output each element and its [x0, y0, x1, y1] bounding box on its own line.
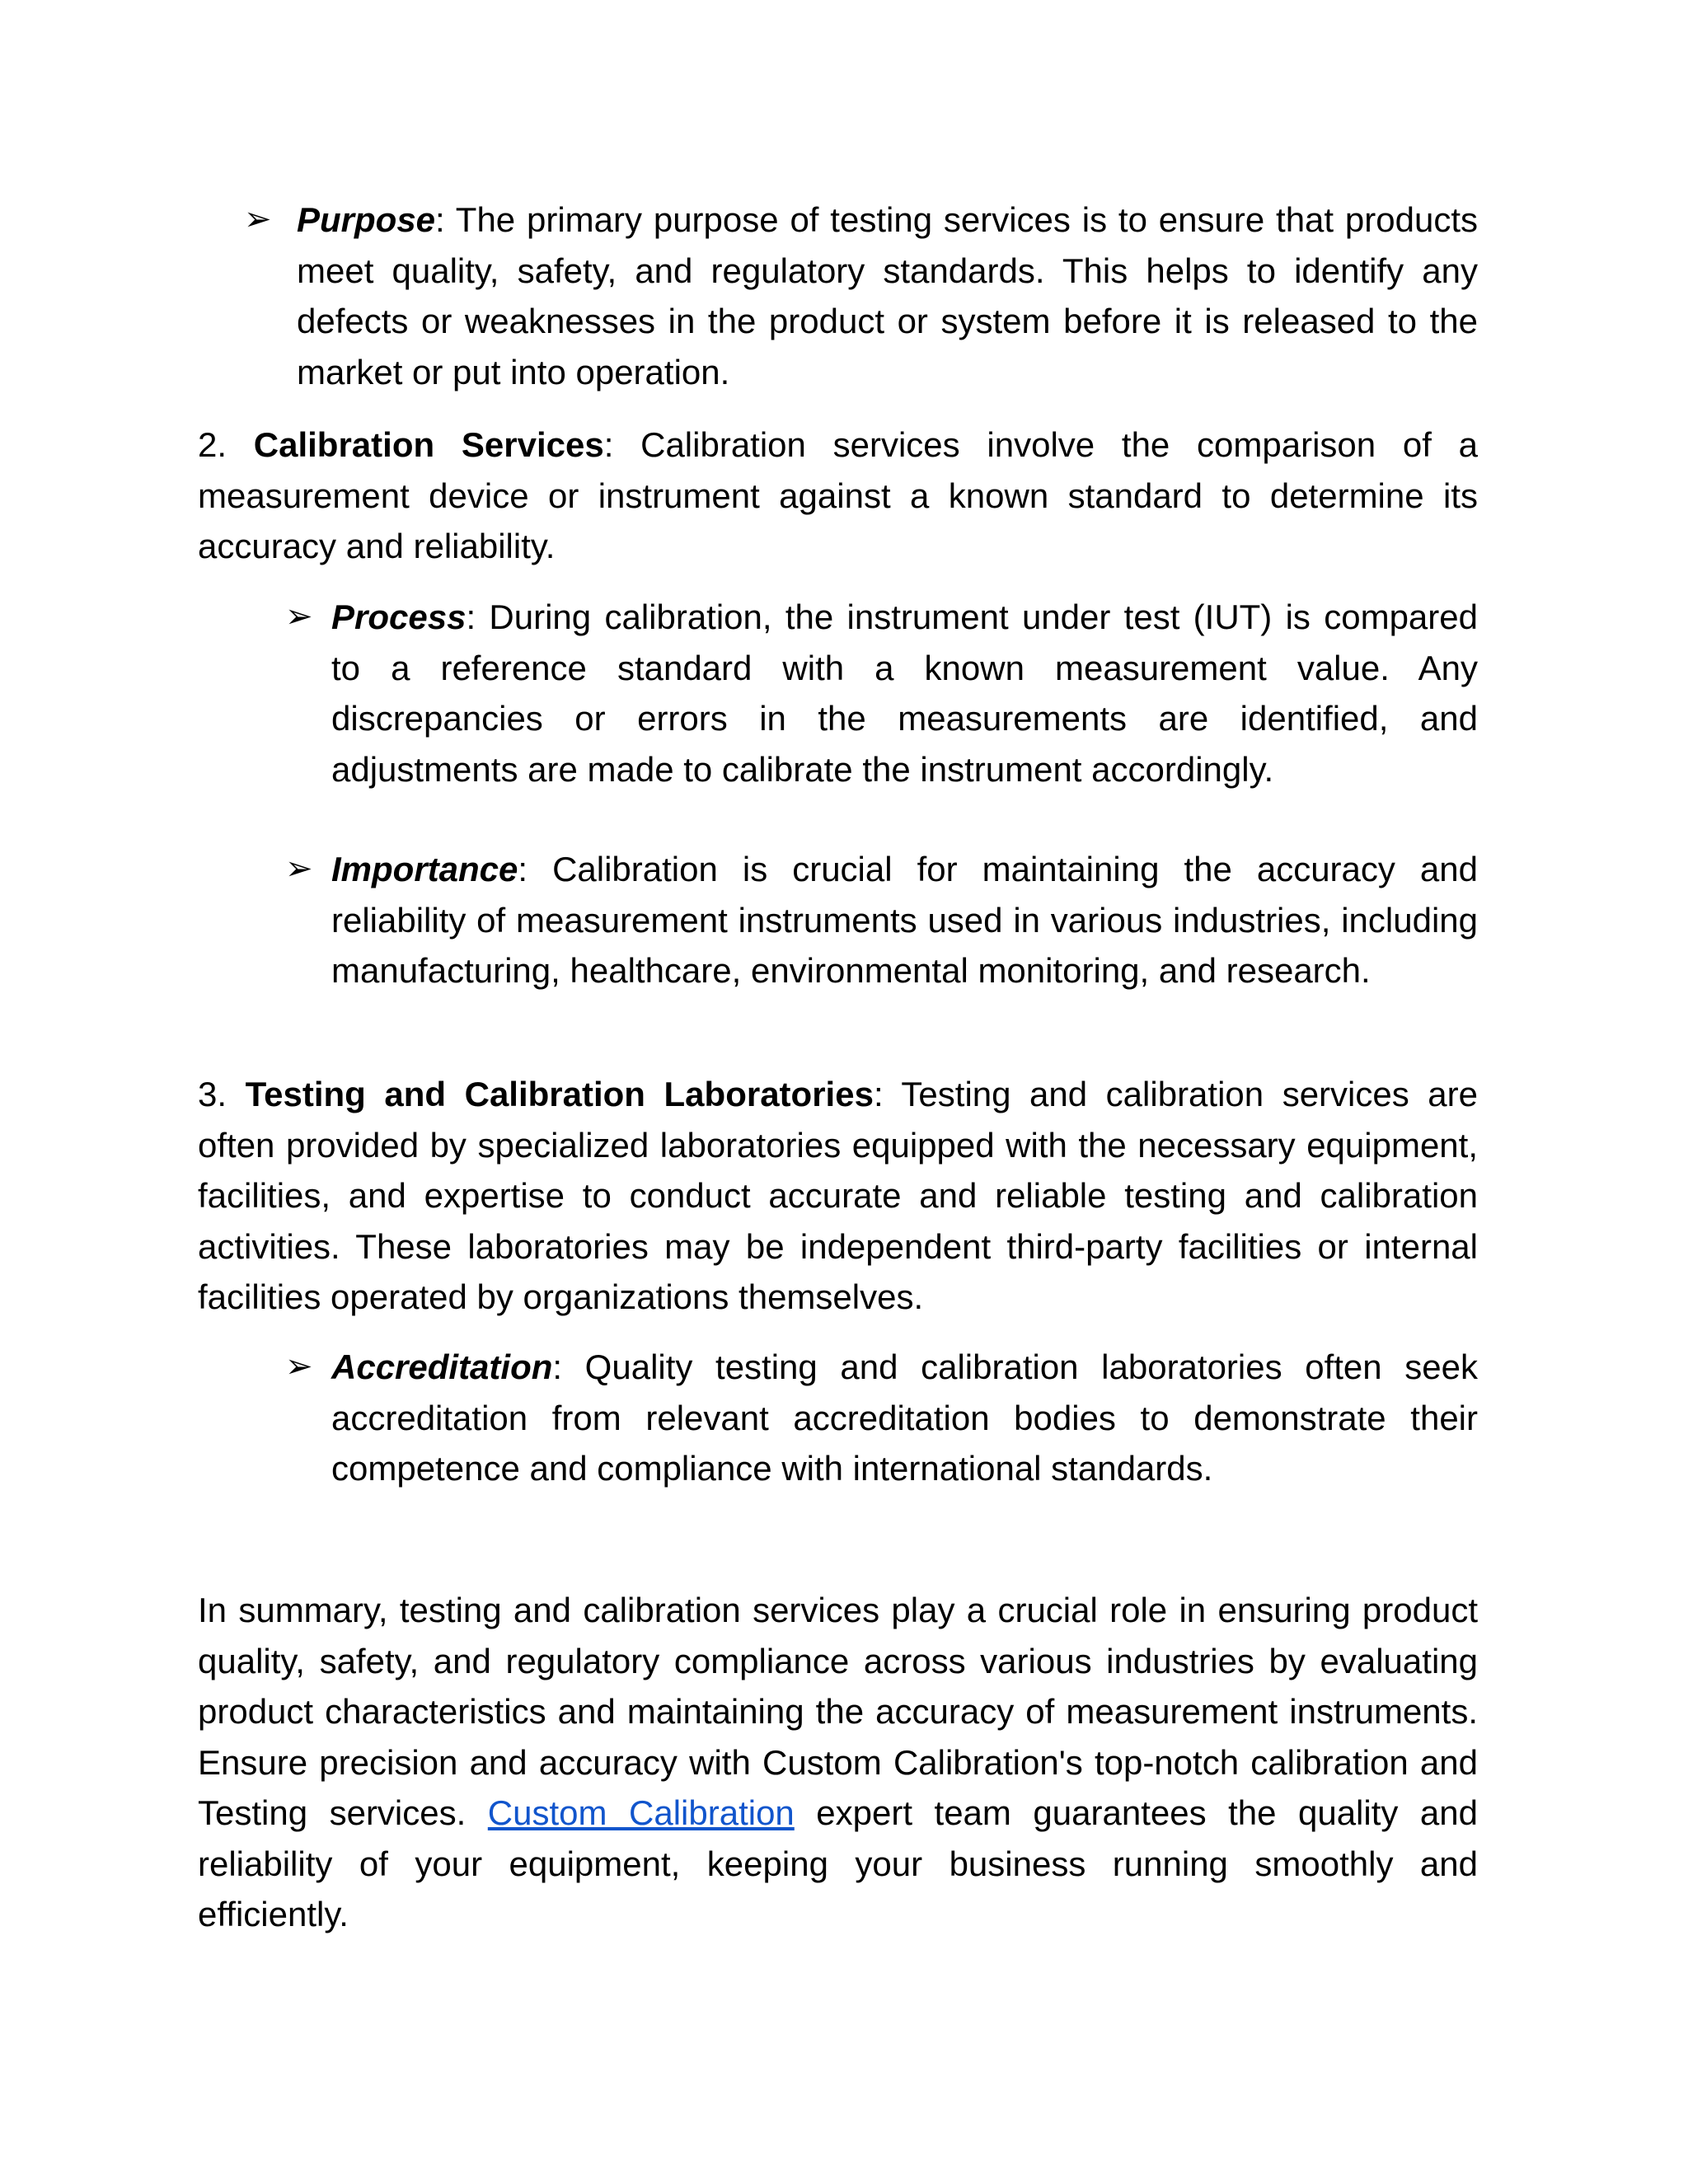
section-body: : Calibration services involve the comparison of a measurement device or instrument against a known standard to determine its accuracy and reliability. [198, 425, 1478, 565]
section-calibration-services [198, 419, 1478, 572]
bullet-importance [285, 844, 1478, 996]
bullet-accreditation [285, 1342, 1478, 1494]
section-heading: Testing and Calibration Laboratories [245, 1075, 874, 1113]
bullet-body: : The primary purpose of testing services is to ensure that products meet quality, safety, and regulatory standards. This helps to identify any defects or weaknesses in the product or system before it is released to the market or put into operation. [297, 200, 1478, 391]
bullet-term: Process [331, 598, 467, 636]
summary-text-before-link: In summary, testing and calibration services play a crucial role in ensuring product quality, safety, and regulatory compliance across various industries by evaluating product characteristics and maintaining the accuracy of measurement instruments. Ensure precision and accuracy with Custom Calibration's top-notch calibration and Testing services. [198, 1591, 1478, 1832]
bullet-purpose [244, 194, 1478, 397]
section-number: 3. [198, 1075, 246, 1113]
bullet-importance-text [331, 844, 1478, 996]
custom-calibration-link[interactable]: Custom Calibration [487, 1793, 795, 1832]
bullet-body: : Quality testing and calibration laboratories often seek accreditation from relevant accreditation bodies to demonstrate their competence and compliance with international standards. [331, 1347, 1478, 1488]
summary-paragraph [198, 1585, 1478, 1940]
arrow-bullet-icon: ➢ [285, 851, 313, 887]
arrow-bullet-icon: ➢ [285, 1348, 313, 1385]
bullet-term: Importance [331, 850, 518, 888]
bullet-purpose-text [297, 194, 1478, 397]
bullet-accreditation-text [331, 1342, 1478, 1494]
arrow-bullet-icon: ➢ [285, 598, 313, 635]
bullet-body: : During calibration, the instrument under test (IUT) is compared to a reference standard with a known measurement value. Any discrepancies or errors in the measurements are identified, and adjustments are made to calibrate the instrument accordingly. [331, 598, 1478, 789]
arrow-bullet-icon: ➢ [244, 201, 272, 237]
section-heading: Calibration Services [253, 425, 604, 464]
summary-text-after-link: expert team guarantees the quality and reliability of your equipment, keeping your business running smoothly and efficiently. [198, 1793, 1478, 1933]
bullet-process-text [331, 592, 1478, 794]
bullet-body: : Calibration is crucial for maintaining the accuracy and reliability of measurement instruments used in various industries, including manufacturing, healthcare, environmental monitoring, and research. [331, 850, 1478, 990]
section-body: : Testing and calibration services are often provided by specialized laboratories equipped with the necessary equipment, facilities, and expertise to conduct accurate and reliable testing and calibration activities. These laboratories may be independent third-party facilities or internal facilities operated by organizations themselves. [198, 1075, 1478, 1316]
section-number: 2. [198, 425, 254, 464]
section-testing-calibration-labs [198, 1069, 1478, 1323]
bullet-term: Accreditation [331, 1347, 553, 1386]
bullet-process [285, 592, 1478, 794]
bullet-term: Purpose [297, 200, 436, 239]
